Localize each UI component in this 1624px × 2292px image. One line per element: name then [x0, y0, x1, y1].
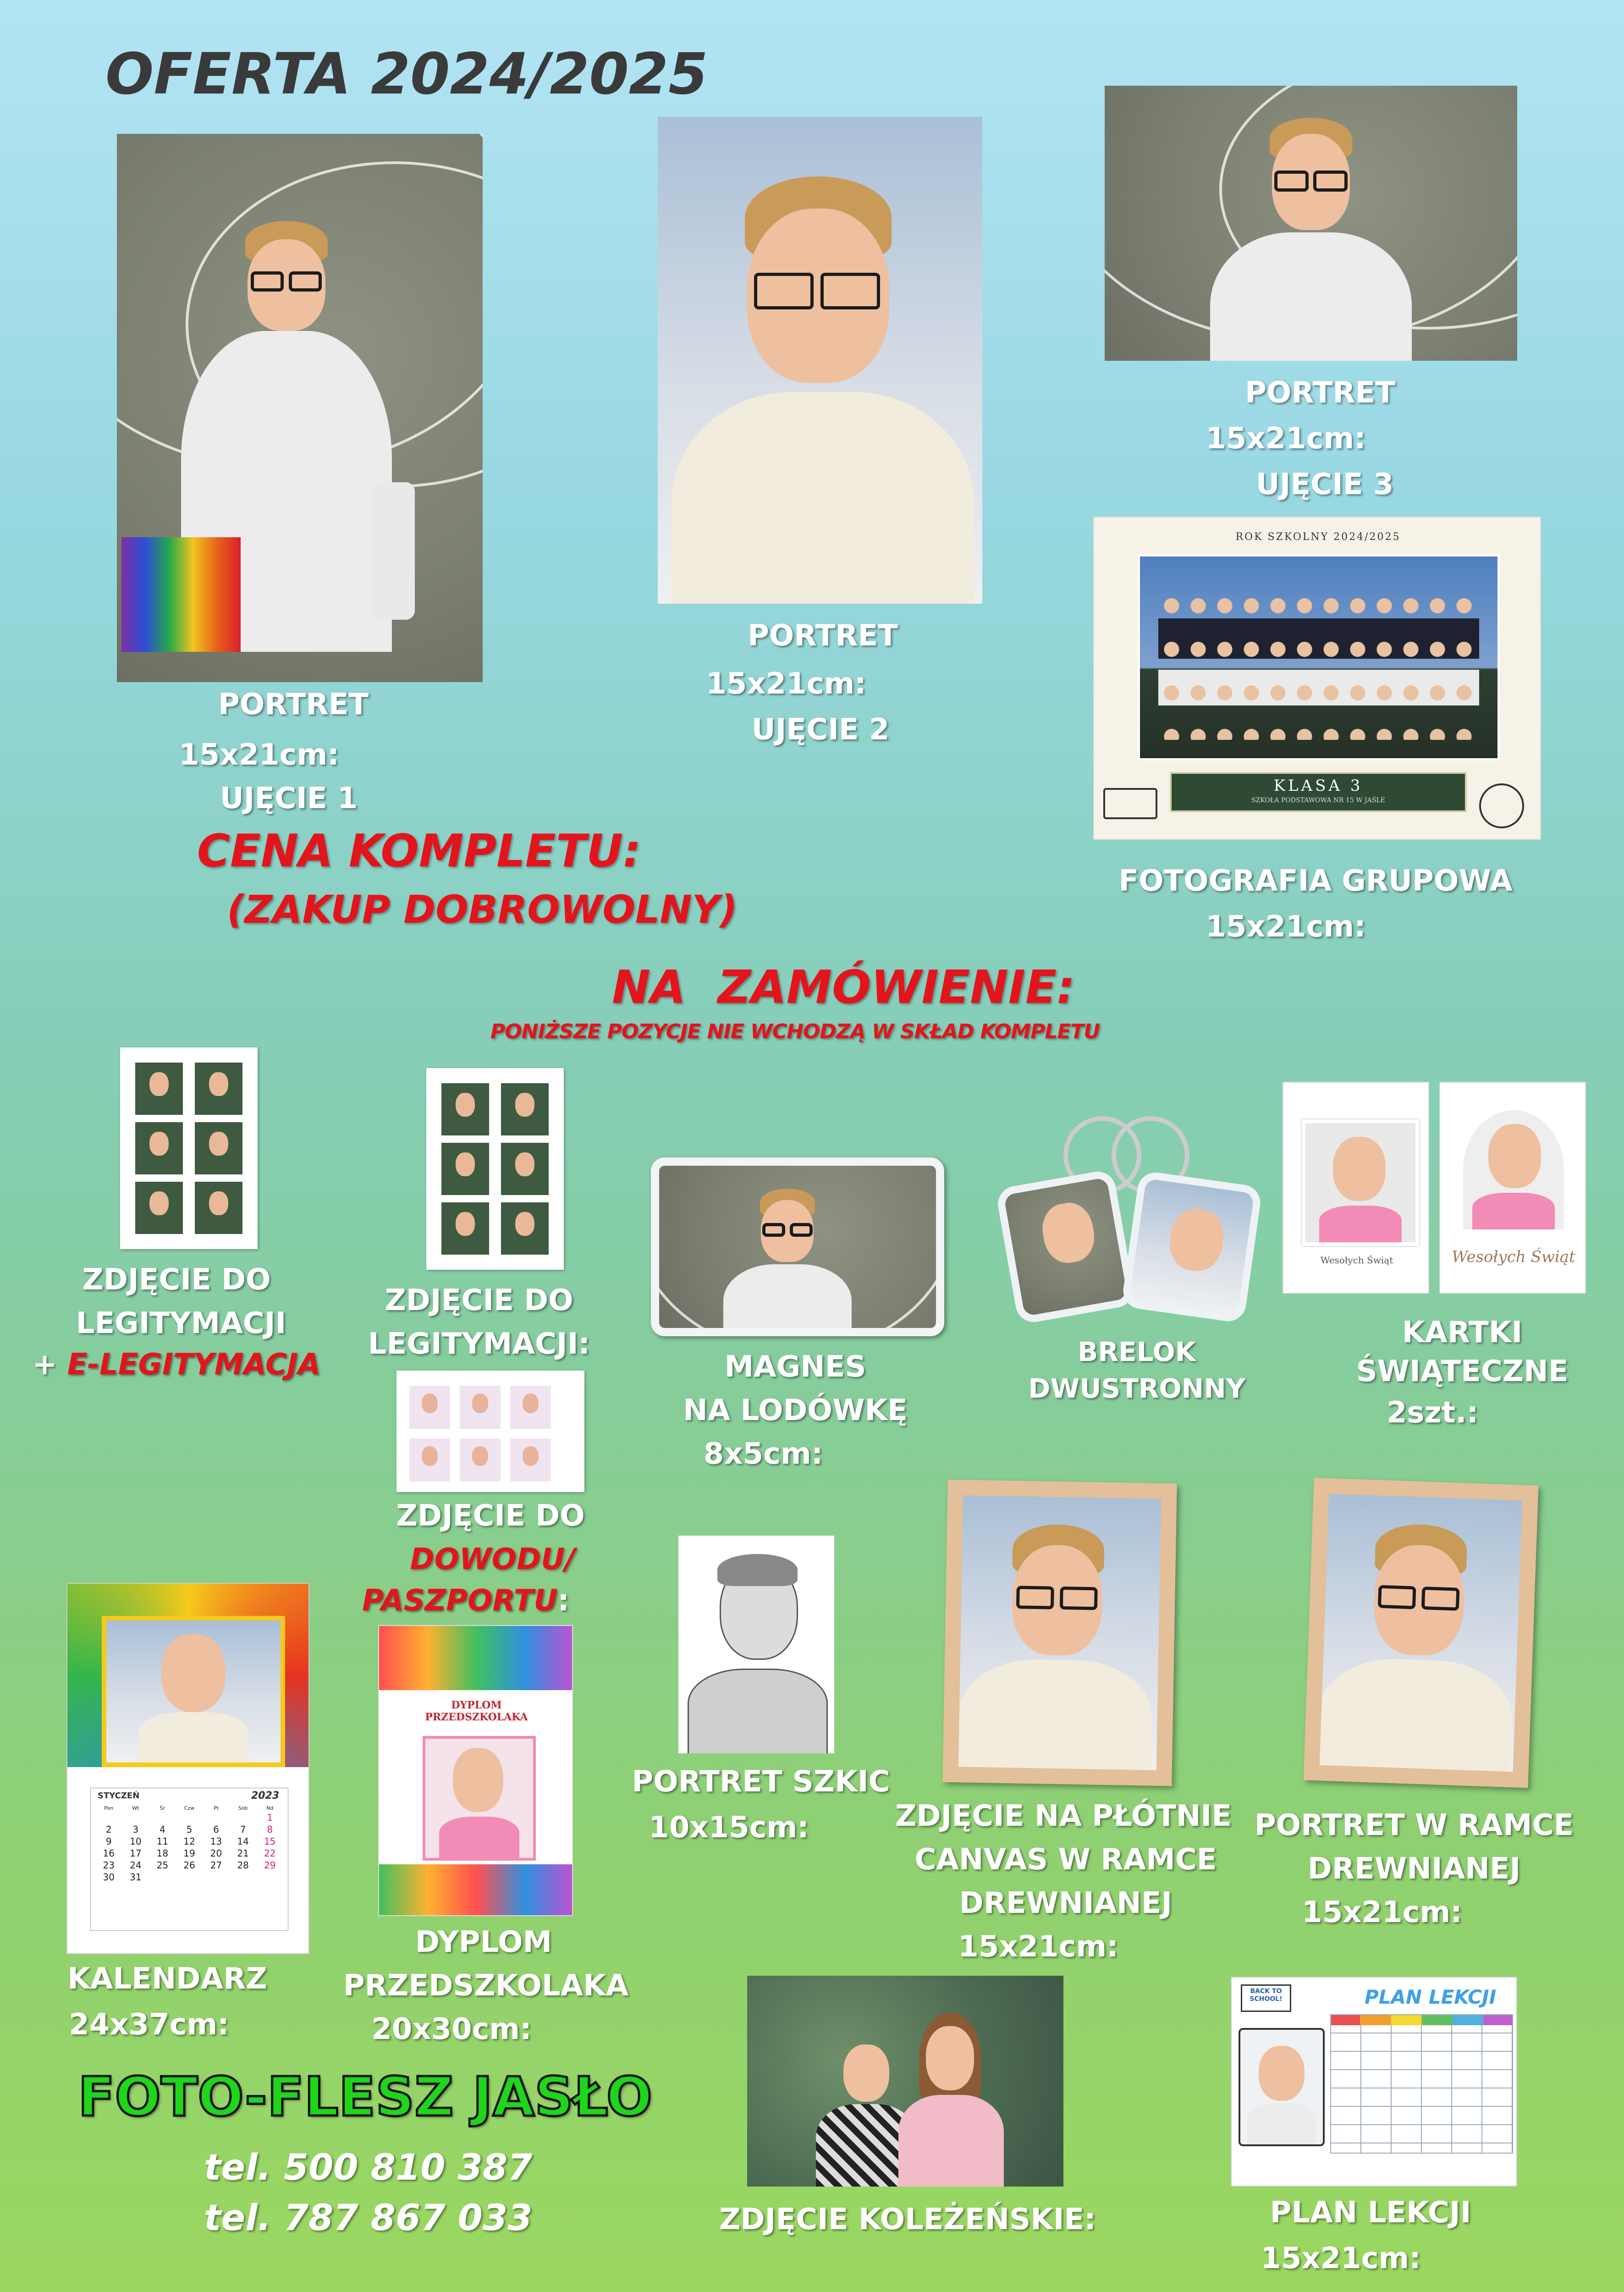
magnet-size: 8x5cm:	[703, 1437, 823, 1471]
books-icon	[1103, 788, 1157, 819]
e-id-label	[32, 1348, 321, 1382]
frame-line1: PORTRET W RAMCE	[1254, 1808, 1574, 1842]
canvas-frame	[942, 1480, 1177, 1786]
page-title: OFERTA 2024/2025	[105, 41, 708, 107]
calendar-day	[203, 1812, 230, 1824]
portrait-1-size: 15x21cm:	[179, 738, 339, 772]
christmas-card-1-greeting: Wesołych Świąt	[1320, 1255, 1393, 1266]
cards-size: 2szt.:	[1386, 1396, 1479, 1430]
calendar-day: 19	[183, 1848, 195, 1859]
calendar-day: 1	[267, 1812, 273, 1823]
set-voluntary-label: (ZAKUP DOBROWOLNY)	[227, 887, 738, 932]
calendar-day: 4	[160, 1824, 165, 1835]
calendar-day: 2	[105, 1824, 112, 1835]
keychain-line2: DWUSTRONNY	[1028, 1373, 1245, 1404]
company-name: FOTO-FLESZ JASŁO	[78, 2065, 653, 2128]
passport-line2: DOWODU/	[410, 1543, 576, 1576]
id-card-label-2: LEGITYMACJI	[76, 1306, 286, 1340]
calendar-day	[176, 1812, 203, 1824]
passport-line3	[362, 1584, 569, 1618]
lesson-plan-label: PLAN LEKCJI	[1270, 2196, 1471, 2230]
wooden-frame	[1304, 1478, 1539, 1788]
calendar-day	[149, 1812, 176, 1824]
portrait-1-shot: UJĘCIE 1	[220, 782, 358, 815]
calendar-day: 27	[210, 1860, 222, 1871]
group-class-label: KLASA 3	[1273, 777, 1363, 795]
sketch-photo	[678, 1536, 834, 1753]
calendar-day	[122, 1812, 149, 1824]
calendar-size: 24x37cm:	[69, 2008, 229, 2042]
company-phone-1: tel. 500 810 387	[204, 2147, 533, 2188]
sketch-size: 10x15cm:	[649, 1811, 809, 1845]
order-heading: NA ZAMÓWIENIE:	[612, 960, 1075, 1014]
diploma-size: 20x30cm:	[371, 2012, 532, 2046]
diploma-line2: PRZEDSZKOLAKA	[343, 1969, 629, 2003]
company-phone-2: tel. 787 867 033	[204, 2198, 533, 2239]
keychain-front	[995, 1169, 1136, 1325]
friends-photo-label: ZDJĘCIE KOLEŻEŃSKIE:	[719, 2203, 1096, 2237]
passport-line1: ZDJĘCIE DO	[396, 1499, 585, 1533]
calendar-year: 2023	[251, 1790, 280, 1802]
calendar-day: 31	[130, 1872, 142, 1883]
calendar-day-header: Nd	[266, 1805, 274, 1811]
cards-line2: ŚWIĄTECZNE	[1356, 1355, 1569, 1388]
portrait-photo-3	[1105, 86, 1517, 361]
frame-size: 15x21cm:	[1302, 1895, 1462, 1929]
calendar-day: 21	[237, 1848, 249, 1859]
calendar-day	[149, 1871, 176, 1883]
calendar-day: 15	[264, 1836, 276, 1847]
calendar-day: 24	[130, 1860, 142, 1871]
canvas-size: 15x21cm:	[958, 1930, 1118, 1964]
group-school-label: SZKOŁA PODSTAWOWA NR 15 W JAŚLE	[1251, 797, 1385, 804]
diploma-title: DYPLOM PRZEDSZKOLAKA	[425, 1699, 528, 1723]
calendar-day: 13	[210, 1836, 222, 1847]
sketch-label: PORTRET SZKIC	[632, 1765, 890, 1799]
calendar-day	[230, 1812, 257, 1824]
calendar-day: 20	[210, 1848, 222, 1859]
calendar-day-header: Wt	[132, 1805, 139, 1811]
canvas-line2: CANVAS W RAMCE	[914, 1843, 1217, 1877]
calendar-day-header: Czw	[184, 1805, 195, 1811]
calendar-day: 10	[130, 1836, 142, 1847]
portrait-2-shot: UJĘCIE 2	[751, 713, 890, 747]
christmas-card-2	[1439, 1082, 1586, 1294]
portrait-3-name: PORTRET	[1244, 376, 1396, 410]
christmas-card-2-greeting: Wesołych Świąt	[1452, 1248, 1575, 1266]
portrait-2-name: PORTRET	[747, 619, 898, 653]
e-id-prefix: +	[32, 1348, 67, 1382]
keychain-line1: BRELOK	[1078, 1336, 1196, 1367]
portrait-1-name: PORTRET	[218, 688, 369, 722]
calendar-day: 7	[240, 1824, 246, 1835]
canvas-line3: DREWNIANEJ	[959, 1886, 1173, 1920]
group-photo-size: 15x21cm:	[1206, 910, 1366, 944]
frame-line2: DREWNIANEJ	[1307, 1852, 1521, 1886]
calendar-day: 23	[103, 1860, 115, 1871]
calendar-day: 8	[267, 1824, 273, 1835]
alarm-clock-icon	[1479, 783, 1524, 828]
keychain-back	[1121, 1170, 1262, 1324]
calendar-day: 17	[130, 1848, 142, 1859]
calendar-day: 28	[237, 1860, 249, 1871]
calendar-day: 11	[156, 1836, 169, 1847]
cards-line1: KARTKI	[1402, 1316, 1523, 1350]
passport-line3-text: PASZPORTU	[362, 1584, 558, 1618]
calendar-day: 25	[156, 1860, 169, 1871]
calendar-day: 22	[264, 1848, 276, 1859]
id-photo-2-line2: LEGITYMACJI:	[368, 1327, 590, 1361]
calendar-day-header: Pt	[214, 1805, 219, 1811]
calendar-day: 30	[103, 1872, 115, 1883]
calendar-day: 5	[186, 1824, 193, 1835]
calendar-day-header: Sob	[238, 1805, 248, 1811]
magnet-line1: MAGNES	[724, 1350, 866, 1384]
calendar-day	[176, 1871, 203, 1883]
calendar-day: 9	[105, 1836, 112, 1847]
canvas-line1: ZDJĘCIE NA PŁÓTNIE	[895, 1799, 1232, 1833]
portrait-3-shot: UJĘCIE 3	[1255, 468, 1394, 501]
calendar-day: 18	[156, 1848, 169, 1859]
calendar-photo	[66, 1583, 309, 1954]
calendar-day	[95, 1812, 122, 1824]
calendar-day-header: Pon	[104, 1805, 114, 1811]
passport-photo-sheet	[396, 1371, 584, 1492]
lesson-plan-photo	[1231, 1977, 1517, 2187]
lesson-plan-badge: BACK TO SCHOOL!	[1241, 1984, 1291, 2012]
portrait-photo-2	[658, 117, 982, 604]
calendar-day: 12	[183, 1836, 195, 1847]
calendar-day	[203, 1871, 230, 1883]
calendar-label: KALENDARZ	[67, 1962, 267, 1996]
set-price-label: CENA KOMPLETU:	[197, 825, 641, 877]
magnet-line2: NA LODÓWKĘ	[683, 1394, 908, 1427]
id-photo-sheet-1	[120, 1047, 258, 1249]
magnet-photo	[651, 1157, 944, 1336]
e-id-text: E-LEGITYMACJA	[67, 1348, 321, 1382]
order-note: PONIŻSZE POZYCJE NIE WCHODZĄ W SKŁAD KOMPLETU	[490, 1020, 1100, 1043]
calendar-day: 3	[132, 1824, 139, 1835]
calendar-day	[256, 1871, 283, 1883]
friends-photo	[747, 1976, 1063, 2187]
lesson-plan-size: 15x21cm:	[1261, 2242, 1421, 2275]
calendar-day: 6	[213, 1824, 219, 1835]
lesson-plan-title: PLAN LEKCJI	[1365, 1986, 1497, 2008]
portrait-photo-1	[117, 134, 483, 682]
id-card-label-1: ZDJĘCIE DO	[82, 1263, 271, 1297]
calendar-day: 14	[237, 1836, 249, 1847]
calendar-month: STYCZEŃ	[98, 1791, 140, 1801]
group-photo	[1093, 517, 1541, 840]
calendar-day: 29	[264, 1860, 276, 1871]
group-photo-name: FOTOGRAFIA GRUPOWA	[1118, 864, 1513, 898]
christmas-card-1	[1283, 1082, 1429, 1294]
calendar-day-header: Śr	[160, 1805, 165, 1811]
calendar-day: 16	[103, 1848, 115, 1859]
diploma-photo	[378, 1625, 573, 1916]
calendar-day: 26	[183, 1860, 195, 1871]
diploma-line1: DYPLOM	[415, 1925, 552, 1959]
group-year-label: ROK SZKOLNY 2024/2025	[1235, 531, 1401, 543]
calendar-day	[230, 1871, 257, 1883]
id-photo-2-line1: ZDJĘCIE DO	[385, 1284, 573, 1317]
passport-line3-suffix: :	[557, 1584, 569, 1618]
portrait-2-size: 15x21cm:	[706, 667, 866, 701]
calendar-grid	[95, 1805, 283, 1883]
id-photo-sheet-2	[426, 1068, 564, 1270]
portrait-3-size: 15x21cm:	[1206, 422, 1366, 456]
